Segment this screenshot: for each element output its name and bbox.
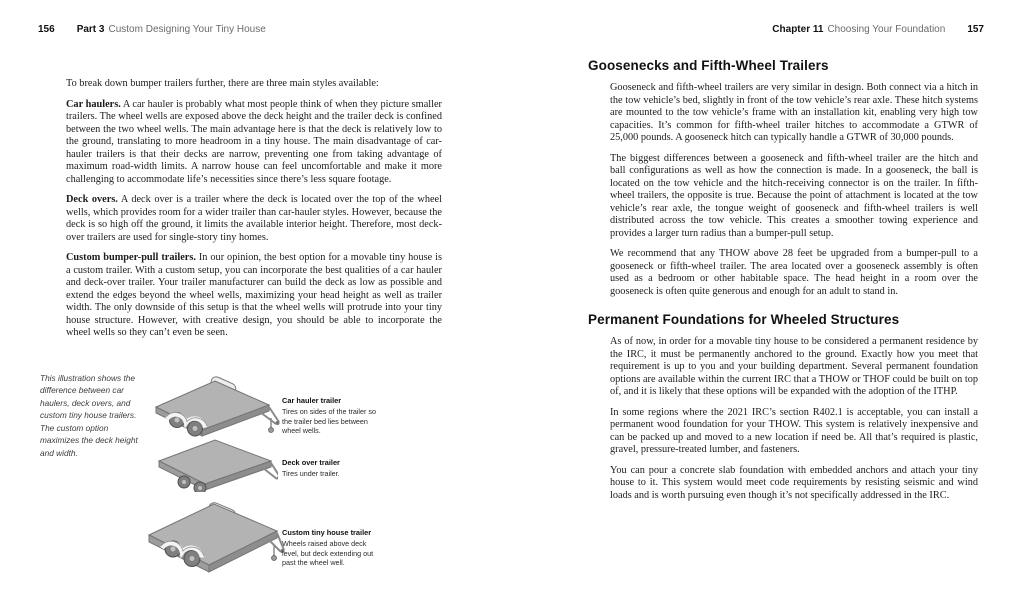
deck-overs-text: A deck over is a trailer where the deck is located over the top of the wheel wells, which provides room for a wider trailer than car-hauler styles. However, because the deck is so high off the ground, it limits the available interior height. Therefore, most deck-over trailers are used for single-story tiny homes. xyxy=(66,194,442,243)
paragraph-deck-overs xyxy=(66,194,442,244)
deck-over-label-caption: Tires under trailer. xyxy=(282,468,340,478)
deck-over-label-title: Deck over trailer xyxy=(282,458,340,467)
chapter-title: Choosing Your Foundation xyxy=(827,24,946,35)
left-body-text xyxy=(66,78,442,348)
section-heading-goosenecks: Goosenecks and Fifth-Wheel Trailers xyxy=(588,58,829,73)
car-haulers-text: A car hauler is probably what most people think of when they picture smaller trailers. The wheel wells are exposed above the deck height and the trailer deck is confined between the two wheel wells. The main advantage here is that the deck is relatively low to the ground, translating to more headroom in a tiny house. The main disadvantage of car-hauler trailers is that their decks are narrow, preventing one from taking advantage of maximum road-width limits. A narrow house can feel uncomfortable and make it more challenging to accommodate life’s necessities since there’s less square footage. xyxy=(66,98,442,185)
right-running-head xyxy=(772,24,984,35)
deck-overs-lead: Deck overs. xyxy=(66,194,118,205)
margin-caption: This illustration shows the difference between car haulers, deck overs, and custom tiny house trailers. The custom option maximizes the deck height and width. xyxy=(40,373,138,458)
car-hauler-trailer-illustration xyxy=(148,370,280,441)
right-page-number: 157 xyxy=(967,24,984,35)
deck-over-label xyxy=(282,458,376,479)
right-page xyxy=(512,0,1024,612)
part-title: Custom Designing Your Tiny House xyxy=(108,24,266,35)
left-running-head xyxy=(38,24,266,35)
goosenecks-paragraph-1: Gooseneck and fifth-wheel trailers are very similar in design. Both connect via a hitch in the tow vehicle’s bed, slightly in front of the tow vehicle’s rear axle. These hitch systems are mounted to the tow vehicle’s frame with an installation kit, enabling very high tow capacities. It’s common for fifth-wheel trailer hitches to accommodate a GTWR of 25,000 pounds. A gooseneck hitch can typically handle a GTWR of 30,000 pounds. xyxy=(610,82,978,143)
car-hauler-label-caption: Tires on sides of the trailer so the trailer bed lies between wheel wells. xyxy=(282,406,377,436)
part-label: Part 3 xyxy=(76,24,105,35)
foundations-paragraph-2: In some regions where the 2021 IRC’s section R402.1 is acceptable, you can install a permanent wood foundation for your THOW. This system is relatively inexpensive and can be packed up and moved to a new location if need be. All that’s required is plastic, gravel, pressure-treated lumber, and fasteners. xyxy=(610,406,978,455)
deck-over-trailer-illustration xyxy=(152,432,278,492)
custom-trailer-label-title: Custom tiny house trailer xyxy=(282,528,372,537)
car-hauler-label xyxy=(282,396,376,436)
paragraph-custom-bumper-pull xyxy=(66,252,442,340)
custom-bumper-pull-text: In our opinion, the best option for a movable tiny house is a custom trailer. With a custom setup, you can incorporate the best qualities of a car hauler and deck-over trailer. Your trailer manufacturer can build the deck as low as possible and extend the edges beyond the wheel wells, maximizing your head height as well as trailer width. The only downside of this setup is that the wheel wells will protrude into your tiny house structure. However, with creative design, you should be able to incorporate the wheel wells so they can’t even be seen. xyxy=(66,252,442,338)
car-haulers-lead: Car haulers. xyxy=(66,98,121,110)
left-page-number: 156 xyxy=(38,24,55,35)
section-heading-permanent-foundations: Permanent Foundations for Wheeled Structures xyxy=(588,312,900,327)
paragraph-car-haulers xyxy=(66,99,442,187)
foundations-paragraph-3: You can pour a concrete slab foundation with embedded anchors and attach your tiny house to it. This system would meet code requirements by resisting seismic and wind loads and is worth pursuing even though it’s not specifically addressed in the IRC. xyxy=(610,464,978,501)
goosenecks-paragraph-3: We recommend that any THOW above 28 feet be upgraded from a bumper-pull to a gooseneck or fifth-wheel trailer. The area located over a gooseneck assembly is often used as a bedroom or other habitable space. The head height in a room over the gooseneck is often quite generous and enough for an adult to stand in. xyxy=(610,248,978,297)
chapter-label: Chapter 11 xyxy=(772,24,824,35)
goosenecks-paragraph-2: The biggest differences between a gooseneck and fifth-wheel trailer are the hitch and ball configurations as well as how the connection is made. In a gooseneck, the ball is located on the tow vehicle and the hitch-receiving connector is on the trailer. In fifth-wheel trailers, the opposite is true. Because the point of attachment is located at the tow vehicle’s rear axle, the tongue weight of gooseneck and fifth-wheel trailers is well distributed across the tow vehicle. This creates a smoother towing experience and provides a larger turn radius than a bumper-pull setup. xyxy=(610,152,978,239)
custom-bumper-pull-lead: Custom bumper-pull trailers. xyxy=(66,252,196,263)
custom-trailer-label-caption: Wheels raised above deck level, but deck extending out past the wheel well. xyxy=(282,538,374,568)
custom-trailer-label xyxy=(282,528,376,568)
foundations-paragraph-1: As of now, in order for a movable tiny house to be considered a permanent residence by the IRC, it must be permanently anchored to the ground. Exactly how you meet that requirement is up to you and your building department. Several permanent foundation options are available within the current IRC that a THOW or THOF could be built on top of, and it is likely that these options will be expanded with the adoption of the ITHP. xyxy=(610,336,978,397)
custom-trailer-illustration xyxy=(143,492,285,574)
intro-paragraph: To break down bumper trailers further, there are three main styles available: xyxy=(66,78,379,89)
car-hauler-label-title: Car hauler trailer xyxy=(282,396,342,405)
right-body-text xyxy=(588,58,992,510)
